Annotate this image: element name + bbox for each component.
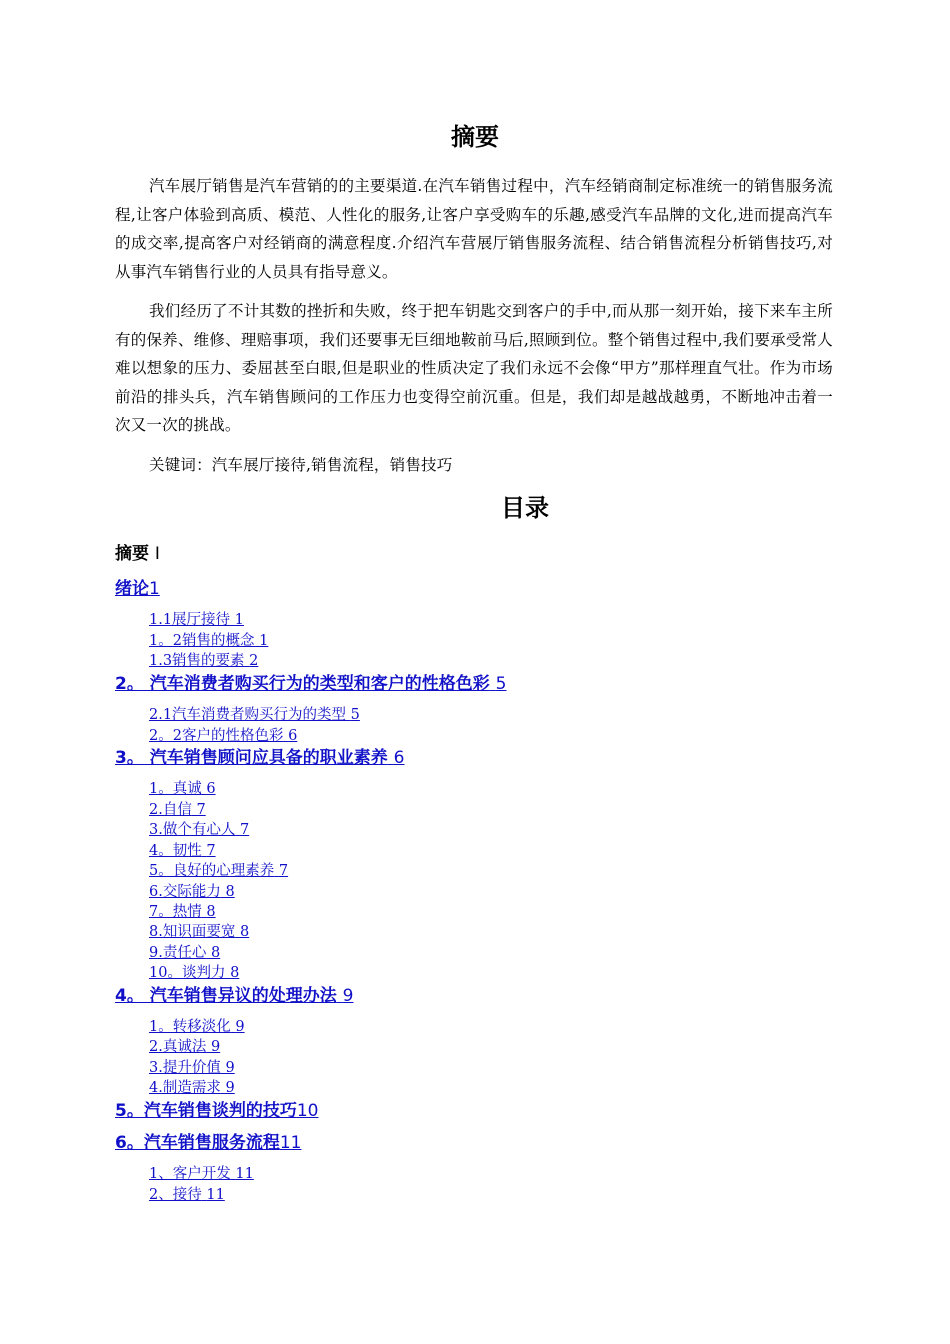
toc-entry-text: 3。 汽车销售顾问应具备的职业素养 <box>115 748 388 768</box>
toc-entry-text: 2.自信 <box>149 802 192 818</box>
toc-subentry[interactable] <box>149 800 206 820</box>
toc-entry-page: 6 <box>288 728 298 744</box>
toc-subentry[interactable] <box>149 861 288 881</box>
toc-entry-page: 7 <box>278 863 289 879</box>
toc-entry-text: 4。 汽车销售异议的处理办法 <box>115 986 337 1006</box>
toc-entry-page: 9 <box>235 1019 245 1035</box>
toc-entry-page: 11 <box>206 1187 225 1203</box>
toc-subentry[interactable] <box>149 841 216 861</box>
toc-entry-page: 9 <box>210 1039 221 1055</box>
toc-entry-text: 1.3销售的要素 <box>149 653 245 669</box>
toc-entry-page: 10 <box>296 1101 319 1121</box>
toc-entry-page: I <box>154 544 160 564</box>
toc-entry-page: 8 <box>206 904 216 920</box>
toc-entry-text: 3.提升价值 <box>149 1060 221 1076</box>
toc-entry-text: 7。热情 <box>149 904 202 920</box>
toc-subentry[interactable] <box>149 882 235 902</box>
toc-subentry[interactable] <box>149 820 249 840</box>
toc-entry-chapter-6[interactable] <box>115 1131 301 1155</box>
toc-entry-page: 5 <box>350 707 360 723</box>
toc-entry-text: 3.做个有心人 <box>149 822 236 838</box>
toc-entry-text: 1。真诚 <box>149 781 202 797</box>
toc-entry-page: 11 <box>235 1166 254 1182</box>
toc-entry-page: 2 <box>249 653 259 669</box>
toc-subentry[interactable] <box>149 1037 220 1057</box>
toc-entry-page: 1 <box>149 579 160 599</box>
toc-entry-page: 7 <box>239 822 250 838</box>
toc-entry-text: 4.制造需求 <box>149 1080 221 1096</box>
toc-entry-text: 2。2客户的性格色彩 <box>149 728 284 744</box>
toc-entry-text: 10。谈判力 <box>149 965 226 981</box>
toc-subentry[interactable] <box>149 631 268 651</box>
toc-entry-page: 8 <box>225 884 235 900</box>
toc-subentry[interactable] <box>149 963 239 983</box>
toc-subentry[interactable] <box>149 943 220 963</box>
toc-entry-text: 摘要 <box>115 544 149 564</box>
toc-entry-page: 6 <box>393 748 405 768</box>
keywords-line: 关键词：汽车展厅接待,销售流程，销售技巧 <box>149 456 453 474</box>
toc-entry-text: 2、接待 <box>149 1187 202 1203</box>
abstract-paragraph-1: 汽车展厅销售是汽车营销的的主要渠道.在汽车销售过程中，汽车经销商制定标准统一的销售服务流程,让客户体验到高质、模范、人性化的服务,让客户享受购车的乐趣,感受汽车品牌的文化,进而提高汽车的成交率,提高客户对经销商的满意程度.介绍汽车营展厅销售服务流程、结合销售流程分析销售技巧,对从事汽车销售行业的人员具有指导意义。 <box>115 177 833 281</box>
toc-entry-text: 1。转移淡化 <box>149 1019 231 1035</box>
toc-entry-page: 5 <box>495 674 507 694</box>
toc-entry-chapter-5[interactable] <box>115 1099 318 1123</box>
toc-entry-text: 6。汽车销售服务流程 <box>115 1133 280 1153</box>
toc-entry-page: 7 <box>196 802 206 818</box>
toc-entry-page: 9 <box>225 1080 235 1096</box>
toc-entry-page: 1 <box>259 633 269 649</box>
toc-entry-page: 9 <box>225 1060 235 1076</box>
toc-subentry[interactable] <box>149 1017 245 1037</box>
toc-entry-text: 9.责任心 <box>149 945 207 961</box>
toc-entry-page: 6 <box>206 781 216 797</box>
abstract-title: 摘要 <box>451 123 499 151</box>
toc-entry-page: 8 <box>210 945 221 961</box>
toc-subentry[interactable] <box>149 726 297 746</box>
toc-entry-page: 8 <box>239 924 250 940</box>
toc-entry-text: 2.1汽车消费者购买行为的类型 <box>149 707 347 723</box>
toc-subentry[interactable] <box>149 1164 254 1184</box>
toc-subentry[interactable] <box>149 651 258 671</box>
toc-entry-chapter-4[interactable] <box>115 984 354 1008</box>
toc-entry-text: 1。2销售的概念 <box>149 633 255 649</box>
toc-entry-page: 11 <box>279 1133 302 1153</box>
toc-subentry[interactable] <box>149 610 244 630</box>
toc-entry-text: 8.知识面要宽 <box>149 924 236 940</box>
toc-entry-text: 4。韧性 <box>149 843 202 859</box>
toc-entry-page: 8 <box>230 965 240 981</box>
toc-entry-text: 1.1展厅接待 <box>149 612 231 628</box>
toc-entry-abstract[interactable] <box>115 542 160 566</box>
abstract-paragraph-2: 我们经历了不计其数的挫折和失败，终于把车钥匙交到客户的手中,而从那一刻开始，接下来车主所有的保养、维修、理赔事项，我们还要事无巨细地鞍前马后,照顾到位。整个销售过程中,我们要承受常人难以想象的压力、委屈甚至白眼,但是职业的性质决定了我们永远不会像“甲方”那样理直气壮。作为市场前沿的排头兵，汽车销售顾问的工作压力也变得空前沉重。但是，我们却是越战越勇，不断地冲击着一次又一次的挑战。 <box>115 302 833 435</box>
toc-entry-chapter-2[interactable] <box>115 672 507 696</box>
toc-entry-text: 绪论 <box>115 579 149 599</box>
toc-entry-text: 6.交际能力 <box>149 884 221 900</box>
toc-subentry[interactable] <box>149 1058 235 1078</box>
toc-title: 目录 <box>501 494 549 522</box>
toc-subentry[interactable] <box>149 705 360 725</box>
toc-entry-text: 5。良好的心理素养 <box>149 863 275 879</box>
toc-entry-text: 2。 汽车消费者购买行为的类型和客户的性格色彩 <box>115 674 490 694</box>
toc-entry-chapter-3[interactable] <box>115 746 405 770</box>
toc-entry-introduction[interactable] <box>115 577 160 601</box>
toc-subentry[interactable] <box>149 1185 225 1205</box>
toc-subentry[interactable] <box>149 902 216 922</box>
toc-entry-page: 9 <box>342 986 354 1006</box>
toc-entry-text: 5。汽车销售谈判的技巧 <box>115 1101 297 1121</box>
toc-subentry[interactable] <box>149 779 216 799</box>
toc-subentry[interactable] <box>149 1078 235 1098</box>
toc-subentry[interactable] <box>149 922 249 942</box>
toc-entry-text: 2.真诚法 <box>149 1039 207 1055</box>
toc-entry-page: 7 <box>206 843 216 859</box>
toc-entry-text: 1、客户开发 <box>149 1166 231 1182</box>
toc-entry-page: 1 <box>234 612 244 628</box>
